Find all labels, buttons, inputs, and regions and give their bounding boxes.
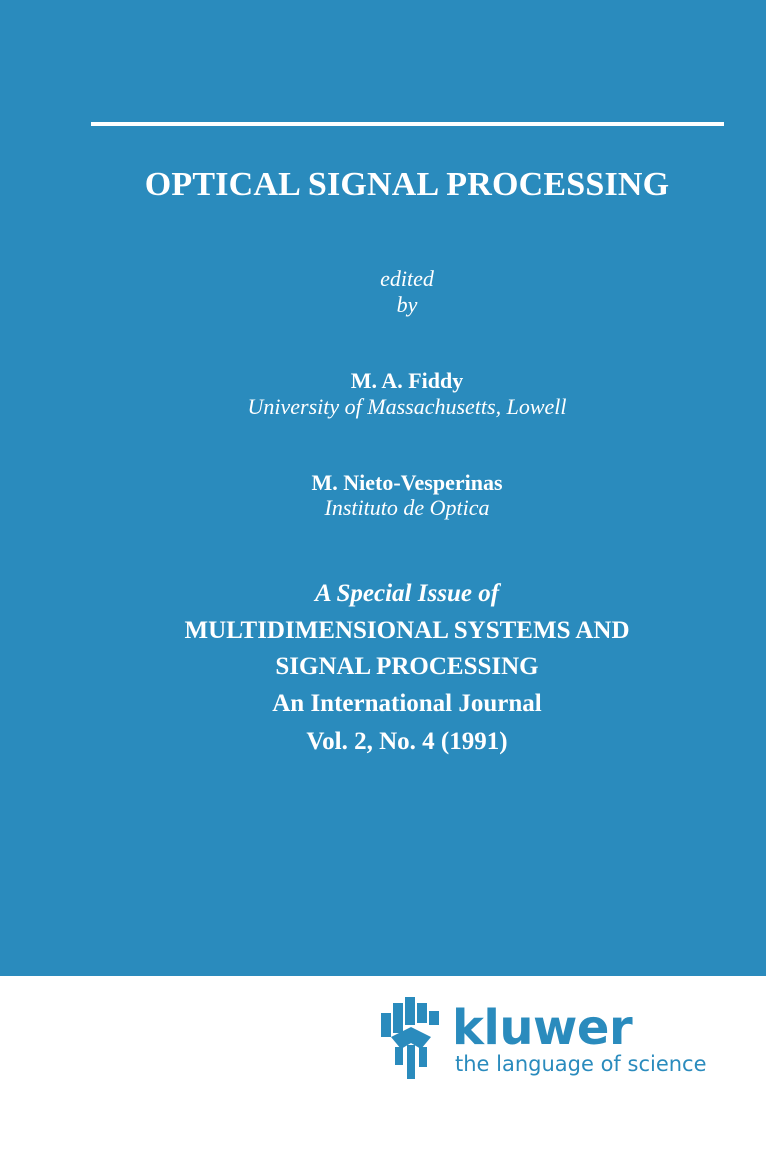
publisher-tagline: the language of science — [455, 1052, 707, 1076]
journal-name-line2: SIGNAL PROCESSING — [275, 653, 539, 680]
top-rule — [91, 122, 724, 126]
edited-by — [0, 266, 766, 318]
editor-name-1: M. A. Fiddy — [350, 368, 464, 393]
editor-affiliation-1: University of Massachusetts, Lowell — [247, 394, 567, 419]
journal-subtitle: An International Journal — [272, 690, 542, 717]
volume-info: Vol. 2, No. 4 (1991) — [306, 728, 508, 755]
publisher-name: kluwer — [452, 1000, 633, 1056]
book-title: OPTICAL SIGNAL PROCESSING — [144, 166, 670, 203]
edited-label: edited — [380, 266, 434, 291]
editor-name-2: M. Nieto-Vesperinas — [311, 470, 503, 495]
special-issue-label: A Special Issue of — [314, 580, 500, 607]
journal-name-line1: MULTIDIMENSIONAL SYSTEMS AND — [184, 617, 630, 644]
kluwer-logo-icon — [381, 997, 441, 1079]
by-label: by — [396, 292, 418, 317]
editor-affiliation-2: Instituto de Optica — [324, 495, 490, 520]
